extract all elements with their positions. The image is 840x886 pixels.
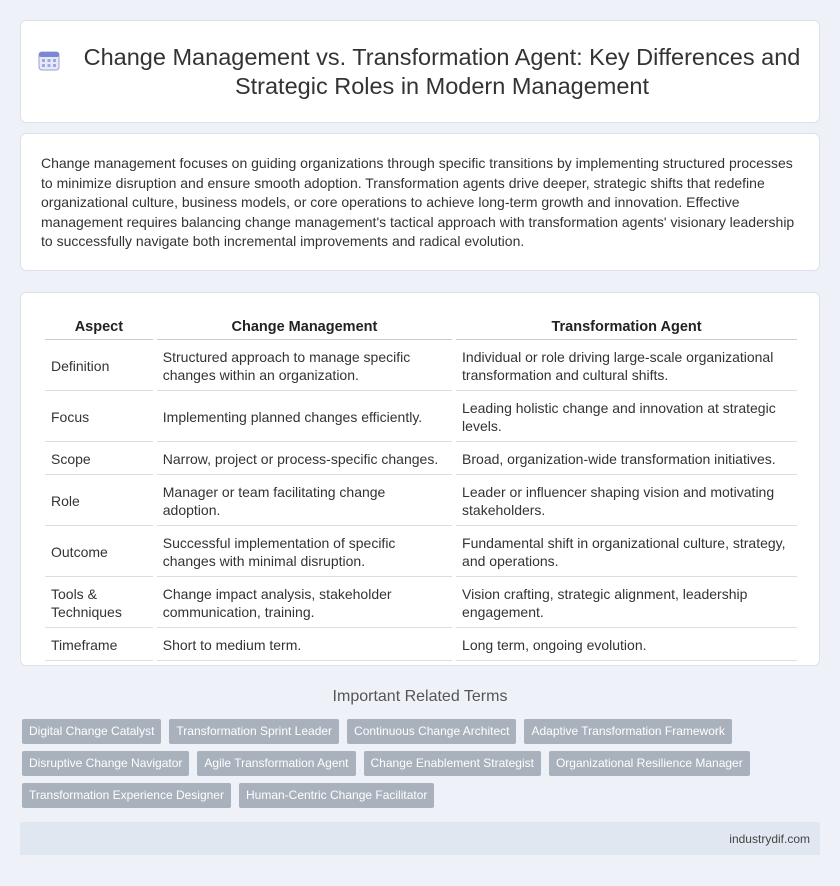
related-terms-list: [22, 719, 802, 808]
header-aspect: Aspect: [45, 309, 153, 340]
table-row: [45, 477, 797, 526]
header-card: [20, 20, 820, 123]
row-change-management: Implementing planned changes efficiently.: [157, 393, 452, 442]
page-title: Change Management vs. Transformation Agent: Key Differences and Strategic Roles in Modern Management: [83, 43, 801, 99]
comparison-table: [41, 307, 801, 663]
related-term-tag[interactable]: Human-Centric Change Facilitator: [239, 783, 434, 808]
calendar-icon: [38, 49, 60, 71]
related-term-tag[interactable]: Digital Change Catalyst: [22, 719, 161, 744]
related-terms-title: Important Related Terms: [332, 688, 508, 705]
table-row: [45, 444, 797, 475]
table-row: [45, 579, 797, 628]
row-transformation-agent: Fundamental shift in organizational culture, strategy, and operations.: [456, 528, 797, 577]
row-transformation-agent: Long term, ongoing evolution.: [456, 630, 797, 661]
related-term-tag[interactable]: Organizational Resilience Manager: [549, 751, 750, 776]
table-row: [45, 342, 797, 391]
row-change-management: Short to medium term.: [157, 630, 452, 661]
row-aspect: Timeframe: [45, 630, 153, 661]
row-change-management: Structured approach to manage specific changes within an organization.: [157, 342, 452, 391]
table-row: [45, 528, 797, 577]
row-transformation-agent: Vision crafting, strategic alignment, leadership engagement.: [456, 579, 797, 628]
intro-paragraph: Change management focuses on guiding organizations through specific transitions by implementing structured processes to minimize disruption and ensure smooth adoption. Transformation agents drive deeper, strategic shifts that redefine organizational culture, business models, or core operations to achieve long-term growth and innovation. Effective management requires balancing change management's tactical approach with transformation agents' visionary leadership to successfully navigate both incremental improvements and radical evolution.: [41, 155, 795, 250]
row-change-management: Manager or team facilitating change adoption.: [157, 477, 452, 526]
row-change-management: Successful implementation of specific changes with minimal disruption.: [157, 528, 452, 577]
related-term-tag[interactable]: Agile Transformation Agent: [197, 751, 355, 776]
row-aspect: Role: [45, 477, 153, 526]
table-row: [45, 393, 797, 442]
footer-bar: [20, 822, 820, 855]
source-credit[interactable]: industrydif.com: [729, 832, 810, 846]
related-term-tag[interactable]: Transformation Experience Designer: [22, 783, 231, 808]
row-transformation-agent: Leading holistic change and innovation at strategic levels.: [456, 393, 797, 442]
related-term-tag[interactable]: Change Enablement Strategist: [364, 751, 541, 776]
header-change-management: Change Management: [157, 309, 452, 340]
related-term-tag[interactable]: Continuous Change Architect: [347, 719, 516, 744]
header-transformation-agent: Transformation Agent: [456, 309, 797, 340]
row-change-management: Change impact analysis, stakeholder communication, training.: [157, 579, 452, 628]
row-aspect: Focus: [45, 393, 153, 442]
row-aspect: Definition: [45, 342, 153, 391]
row-transformation-agent: Leader or influencer shaping vision and motivating stakeholders.: [456, 477, 797, 526]
table-header-row: [45, 309, 797, 340]
related-term-tag[interactable]: Adaptive Transformation Framework: [524, 719, 731, 744]
related-term-tag[interactable]: Disruptive Change Navigator: [22, 751, 189, 776]
row-transformation-agent: Broad, organization-wide transformation initiatives.: [456, 444, 797, 475]
intro-card: [20, 133, 820, 271]
row-aspect: Outcome: [45, 528, 153, 577]
row-transformation-agent: Individual or role driving large-scale organizational transformation and cultural shifts.: [456, 342, 797, 391]
comparison-card: [20, 292, 820, 666]
row-aspect: Scope: [45, 444, 153, 475]
related-term-tag[interactable]: Transformation Sprint Leader: [169, 719, 339, 744]
row-change-management: Narrow, project or process-specific changes.: [157, 444, 452, 475]
table-row: [45, 630, 797, 661]
row-aspect: Tools & Techniques: [45, 579, 153, 628]
